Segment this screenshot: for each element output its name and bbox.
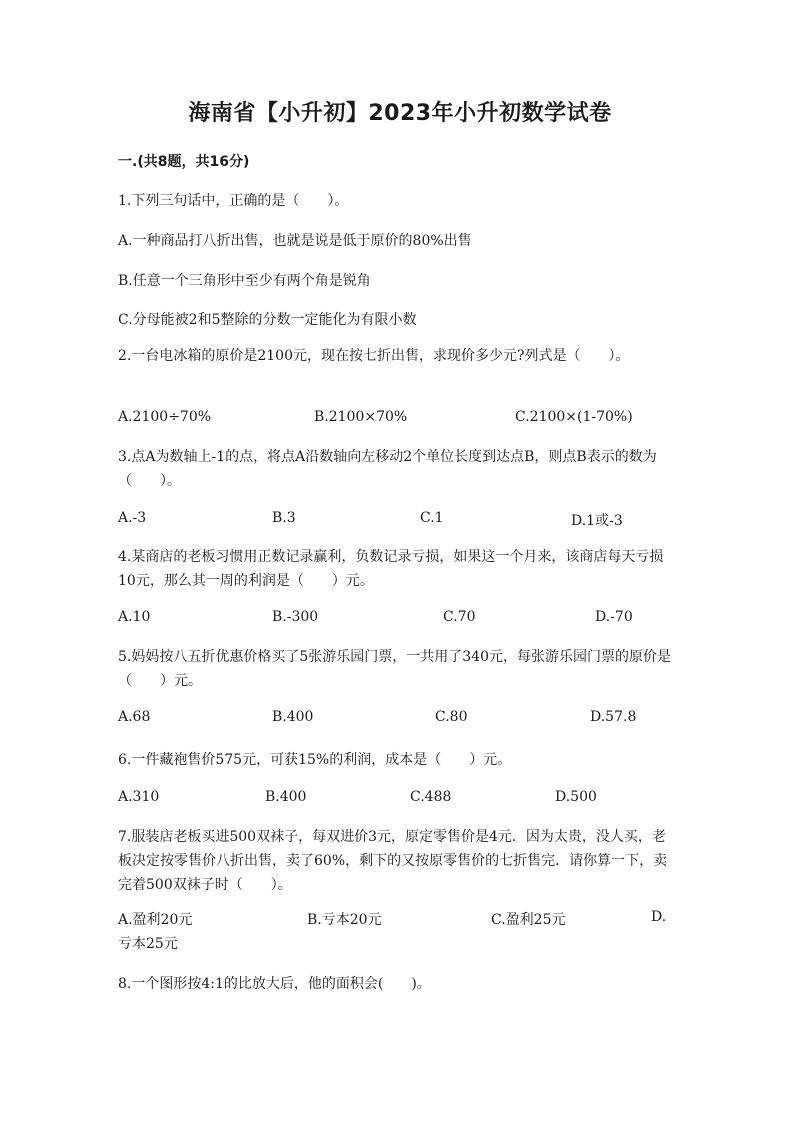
section-heading: 一.(共8题，共16分) [118, 154, 250, 170]
question-3-option-c[interactable]: C.1 [420, 510, 444, 526]
question-3-stem: 3.点A为数轴上-1的点，将点A沿数轴向左移动2个单位长度到达点B，则点B表示的数为（ ）。 [118, 449, 657, 489]
question-7-stem: 7.服装店老板买进500双袜子，每双进价3元，原定零售价是4元．因为太贵，没人买，老板决定按零售价八折出售，卖了60%，剩下的又按原零售价的七折售完．请你算一下，卖完着500双袜子时（ ）。 [118, 829, 668, 893]
question-2-stem: 2.一台电冰箱的原价是2100元，现在按七折出售，求现价多少元?列式是（ ）。 [118, 348, 630, 364]
question-7-option-a[interactable]: A.盈利20元 [118, 912, 193, 928]
question-5-option-c[interactable]: C.80 [435, 709, 468, 725]
question-4-option-a[interactable]: A.10 [118, 609, 151, 625]
question-1-option-c[interactable]: C.分母能被2和5整除的分数一定能化为有限小数 [118, 312, 417, 328]
question-4-stem: 4.某商店的老板习惯用正数记录赢利，负数记录亏损，如果这一个月来，该商店每天亏损10元，那么其一周的利润是（ ）元。 [118, 549, 664, 589]
question-1-stem: 1.下列三句话中，正确的是（ ）。 [118, 193, 349, 209]
question-5-option-d[interactable]: D.57.8 [590, 709, 637, 725]
question-6-stem: 6.一件藏袍售价575元，可获15%的利润，成本是（ ）元。 [118, 752, 512, 768]
question-6-option-a[interactable]: A.310 [118, 789, 160, 805]
question-3-option-a[interactable]: A.-3 [118, 510, 147, 526]
question-5-option-b[interactable]: B.400 [272, 709, 314, 725]
question-2-option-c[interactable]: C.2100×(1-70%) [515, 409, 633, 425]
question-7-option-d-text[interactable]: 亏本25元 [118, 936, 178, 952]
question-4-option-d[interactable]: D.-70 [595, 609, 633, 625]
question-1-option-a[interactable]: A.一种商品打八折出售，也就是说是低于原价的80%出售 [118, 233, 472, 249]
question-6-option-b[interactable]: B.400 [265, 789, 307, 805]
question-1-option-b[interactable]: B.任意一个三角形中至少有两个角是锐角 [118, 273, 371, 289]
question-4-option-b[interactable]: B.-300 [272, 609, 319, 625]
question-3-option-d[interactable]: D.1或-3 [571, 513, 623, 529]
exam-title: 海南省【小升初】2023年小升初数学试卷 [188, 101, 612, 126]
question-4-option-c[interactable]: C.70 [443, 609, 476, 625]
question-7-option-c[interactable]: C.盈利25元 [491, 912, 566, 928]
question-7-option-b[interactable]: B.亏本20元 [307, 912, 382, 928]
question-6-option-c[interactable]: C.488 [410, 789, 452, 805]
question-2-option-b[interactable]: B.2100×70% [314, 409, 408, 425]
question-6-option-d[interactable]: D.500 [555, 789, 597, 805]
question-8-stem: 8.一个图形按4:1的比放大后，他的面积会( )。 [118, 976, 431, 992]
question-7-option-d-label[interactable]: D. [651, 909, 667, 925]
question-5-stem: 5.妈妈按八五折优惠价格买了5张游乐园门票，一共用了340元，每张游乐园门票的原价是（ ）元。 [118, 649, 671, 689]
question-2-option-a[interactable]: A.2100÷70% [118, 409, 212, 425]
question-3-option-b[interactable]: B.3 [272, 510, 296, 526]
question-5-option-a[interactable]: A.68 [118, 709, 151, 725]
